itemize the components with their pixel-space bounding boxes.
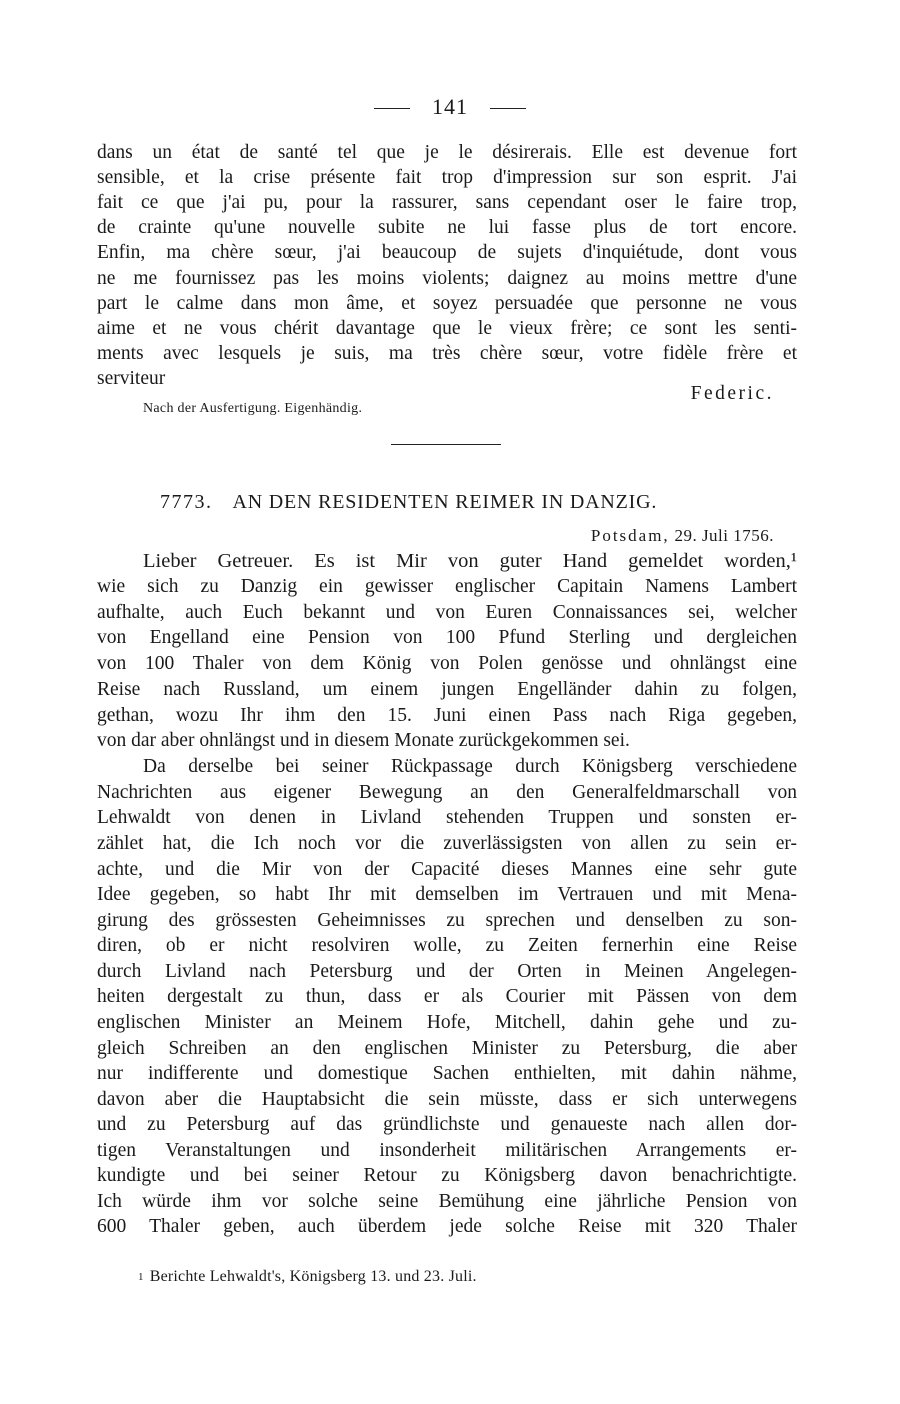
document-heading <box>160 486 657 518</box>
body-line: Ich würde ihm vor solche seine Bemühung eine jährliche Pension von <box>97 1191 797 1212</box>
letter-line: ments avec lesquels je suis, ma très chère sœur, votre fidèle frère et <box>97 343 797 364</box>
body-line: nur indifferente und domestique Sachen enthielten, mit dahin nähme, <box>97 1063 797 1084</box>
body-line: zählet hat, die Ich noch vor die zuverlässigsten von allen zu sein er- <box>97 833 797 854</box>
body-line: aufhalte, auch Euch bekannt und von Euren Connaissances sei, welcher <box>97 602 797 623</box>
dateline-place: Potsdam, <box>590 526 670 545</box>
body-line: Lieber Getreuer. Es ist Mir von guter Hand gemeldet worden,¹ <box>143 550 797 572</box>
body-line: von dar aber ohnlängst und in diesem Monate zurückgekommen sei. <box>97 730 630 751</box>
letter-line: dans un état de santé tel que je le désirerais. Elle est devenue fort <box>97 142 797 163</box>
body-line: Nachrichten aus eigener Bewegung an den Generalfeldmarschall von <box>97 782 797 803</box>
letter-line: Enfin, ma chère sœur, j'ai beaucoup de sujets d'inquiétude, dont vous <box>97 242 797 263</box>
body-line: girung des grössesten Geheimnisses zu sprechen und denselben zu son- <box>97 910 797 931</box>
header-rule-right <box>490 108 526 109</box>
body-line: gleich Schreiben an den englischen Minister zu Petersburg, die aber <box>97 1038 797 1059</box>
body-line: 600 Thaler geben, auch überdem jede solche Reise mit 320 Thaler <box>97 1216 797 1237</box>
body-line: achte, und die Mir von der Capacité dieses Mannes eine sehr gute <box>97 859 797 880</box>
body-line: Da derselbe bei seiner Rückpassage durch Königsberg verschiedene <box>143 756 797 777</box>
dateline-date: 29. Juli 1756. <box>674 526 774 545</box>
page-number: 141 <box>432 94 468 119</box>
letter-line: aime et ne vous chérit davantage que le vieux frère; ce sont les senti- <box>97 318 797 339</box>
body-line: kundigte und bei seiner Retour zu Königsberg davon benachrichtigte. <box>97 1165 797 1186</box>
body-line: von 100 Thaler von dem König von Polen genösse und ohnlängst eine <box>97 653 797 674</box>
letter-line: fait ce que j'ai pu, pour la rassurer, sans cependant oser le faire trop, <box>97 192 797 213</box>
letter-line: serviteur <box>97 368 166 389</box>
footnote <box>138 1265 477 1289</box>
letter-line: sensible, et la crise présente fait trop d'impression sur son esprit. J'ai <box>97 167 797 188</box>
letter-line: ne me fournissez pas les moins violents; daignez au moins mettre d'une <box>97 268 797 289</box>
body-line: englischen Minister an Meinem Hofe, Mitchell, dahin gehe und zu- <box>97 1012 797 1033</box>
body-line: Reise nach Russland, um einem jungen Engelländer dahin zu folgen, <box>97 679 797 700</box>
body-line: davon aber die Hauptabsicht die sein müsste, dass er sich unterwegens <box>97 1089 797 1110</box>
document-number: 7773. <box>160 491 213 513</box>
body-line: gethan, wozu Ihr ihm den 15. Juni einen Pass nach Riga gegeben, <box>97 705 797 726</box>
source-note: Nach der Ausfertigung. Eigenhändig. <box>143 401 363 416</box>
body-line: Idee gegeben, so habt Ihr mit demselben im Vertrauen und mit Mena- <box>97 884 797 905</box>
letter-line: de crainte qu'une nouvelle subite ne lui fasse plus de tort encore. <box>97 217 797 238</box>
section-separator <box>391 444 501 445</box>
body-line: diren, ob er nicht resolviren wolle, zu Zeiten fernerhin eine Reise <box>97 935 797 956</box>
body-line: durch Livland nach Petersburg und der Orten in Meinen Angelegen- <box>97 961 797 982</box>
footnote-marker: 1 <box>138 1271 144 1283</box>
header-rule-left <box>374 108 410 109</box>
footnote-text: Berichte Lehwaldt's, Königsberg 13. und 23. Juli. <box>149 1268 477 1285</box>
dateline <box>591 523 774 549</box>
letter-signature: Federic. <box>690 383 774 404</box>
body-line: tigen Veranstaltungen und insonderheit militärischen Arrangements er- <box>97 1140 797 1161</box>
letter-line: part le calme dans mon âme, et soyez persuadée que personne ne vous <box>97 293 797 314</box>
body-line: heiten dergestalt zu thun, dass er als Courier mit Pässen von dem <box>97 986 797 1007</box>
body-line: von Engelland eine Pension von 100 Pfund Sterling und dergleichen <box>97 627 797 648</box>
document-title: AN DEN RESIDENTEN REIMER IN DANZIG. <box>232 491 658 513</box>
page-header <box>0 92 900 122</box>
body-line: und zu Petersburg auf das gründlichste und genaueste nach allen dor- <box>97 1114 797 1135</box>
body-line: wie sich zu Danzig ein gewisser englischer Capitain Namens Lambert <box>97 576 797 597</box>
body-line: Lehwaldt von denen in Livland stehenden Truppen und sonsten er- <box>97 807 797 828</box>
